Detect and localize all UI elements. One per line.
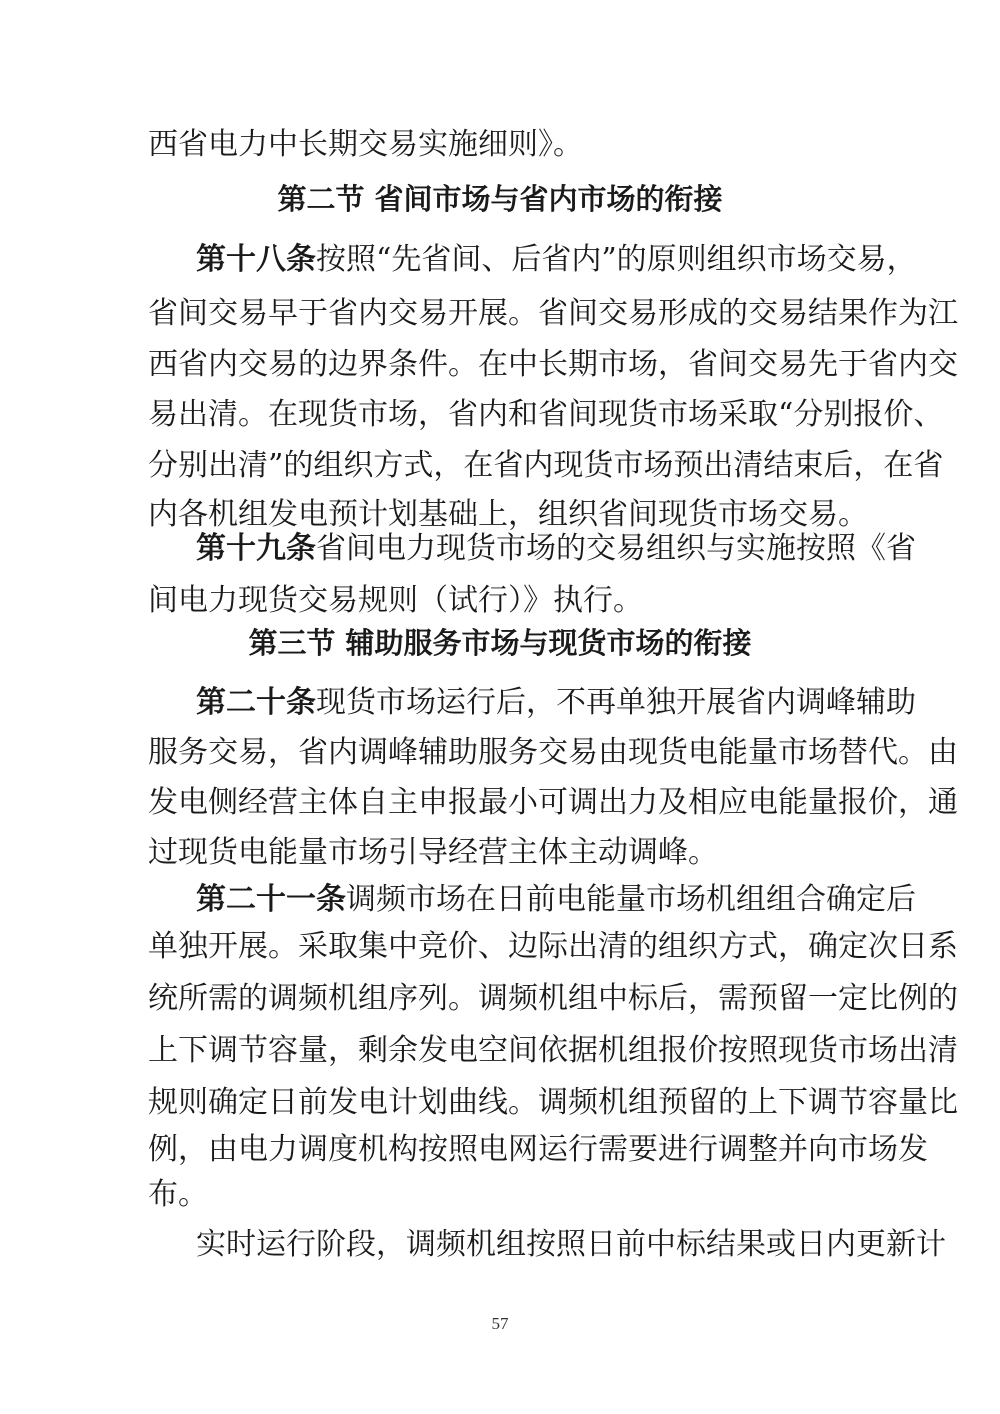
page-number: 57 bbox=[491, 1314, 509, 1333]
section-heading: 第三节 辅助服务市场与现货市场的衔接 bbox=[248, 626, 752, 660]
article-19-label: 第十九条 bbox=[196, 531, 316, 566]
text-line: 单独开展。采取集中竞价、边际出清的组织方式，确定次日系 bbox=[148, 929, 958, 964]
text-line: 发电侧经营主体自主申报最小可调出力及相应电能量报价，通 bbox=[148, 785, 958, 820]
text-line: 布。 bbox=[148, 1177, 208, 1212]
text-line: 统所需的调频机组序列。调频机组中标后，需预留一定比例的 bbox=[148, 981, 958, 1016]
text-line: 规则确定日前发电计划曲线。调频机组预留的上下调节容量比 bbox=[148, 1085, 958, 1120]
text-line: 间电力现货交易规则（试行）》执行。 bbox=[148, 583, 643, 618]
text-line: 分别出清”的组织方式，在省内现货市场预出清结束后，在省 bbox=[148, 448, 944, 483]
article-18-label: 第十八条 bbox=[196, 242, 316, 277]
text-line: 易出清。在现货市场，省内和省间现货市场采取“分别报价、 bbox=[148, 397, 944, 432]
text-line: 上下调节容量，剩余发电空间依据机组报价按照现货市场出清 bbox=[148, 1033, 958, 1068]
article-20-label: 第二十条 bbox=[196, 685, 316, 720]
text-line: 例，由电力调度机构按照电网运行需要进行调整并向市场发 bbox=[148, 1132, 928, 1167]
section-heading: 第二节 省间市场与省内市场的衔接 bbox=[277, 182, 723, 216]
text-line: 省间交易早于省内交易开展。省间交易形成的交易结果作为江 bbox=[148, 296, 958, 331]
text-line: 过现货电能量市场引导经营主体主动调峰。 bbox=[148, 835, 718, 870]
text-line: 服务交易，省内调峰辅助服务交易由现货电能量市场替代。由 bbox=[148, 735, 958, 770]
article-21-label: 第二十一条 bbox=[196, 882, 346, 917]
text-line: 实时运行阶段，调频机组按照日前中标结果或日内更新计 bbox=[196, 1227, 946, 1262]
text-line: 西省内交易的边界条件。在中长期市场，省间交易先于省内交 bbox=[148, 347, 958, 382]
text-line: 西省电力中长期交易实施细则》。 bbox=[148, 127, 583, 162]
article-19-first-line: 第十九条省间电力现货市场的交易组织与实施按照《省 bbox=[196, 531, 916, 566]
article-20-first-line: 第二十条现货市场运行后，不再单独开展省内调峰辅助 bbox=[196, 685, 916, 720]
article-18-first-line: 第十八条按照“先省间、后省内”的原则组织市场交易， bbox=[196, 242, 917, 277]
article-21-first-line: 第二十一条调频市场在日前电能量市场机组组合确定后 bbox=[196, 882, 916, 917]
text-line: 内各机组发电预计划基础上，组织省间现货市场交易。 bbox=[148, 497, 868, 532]
